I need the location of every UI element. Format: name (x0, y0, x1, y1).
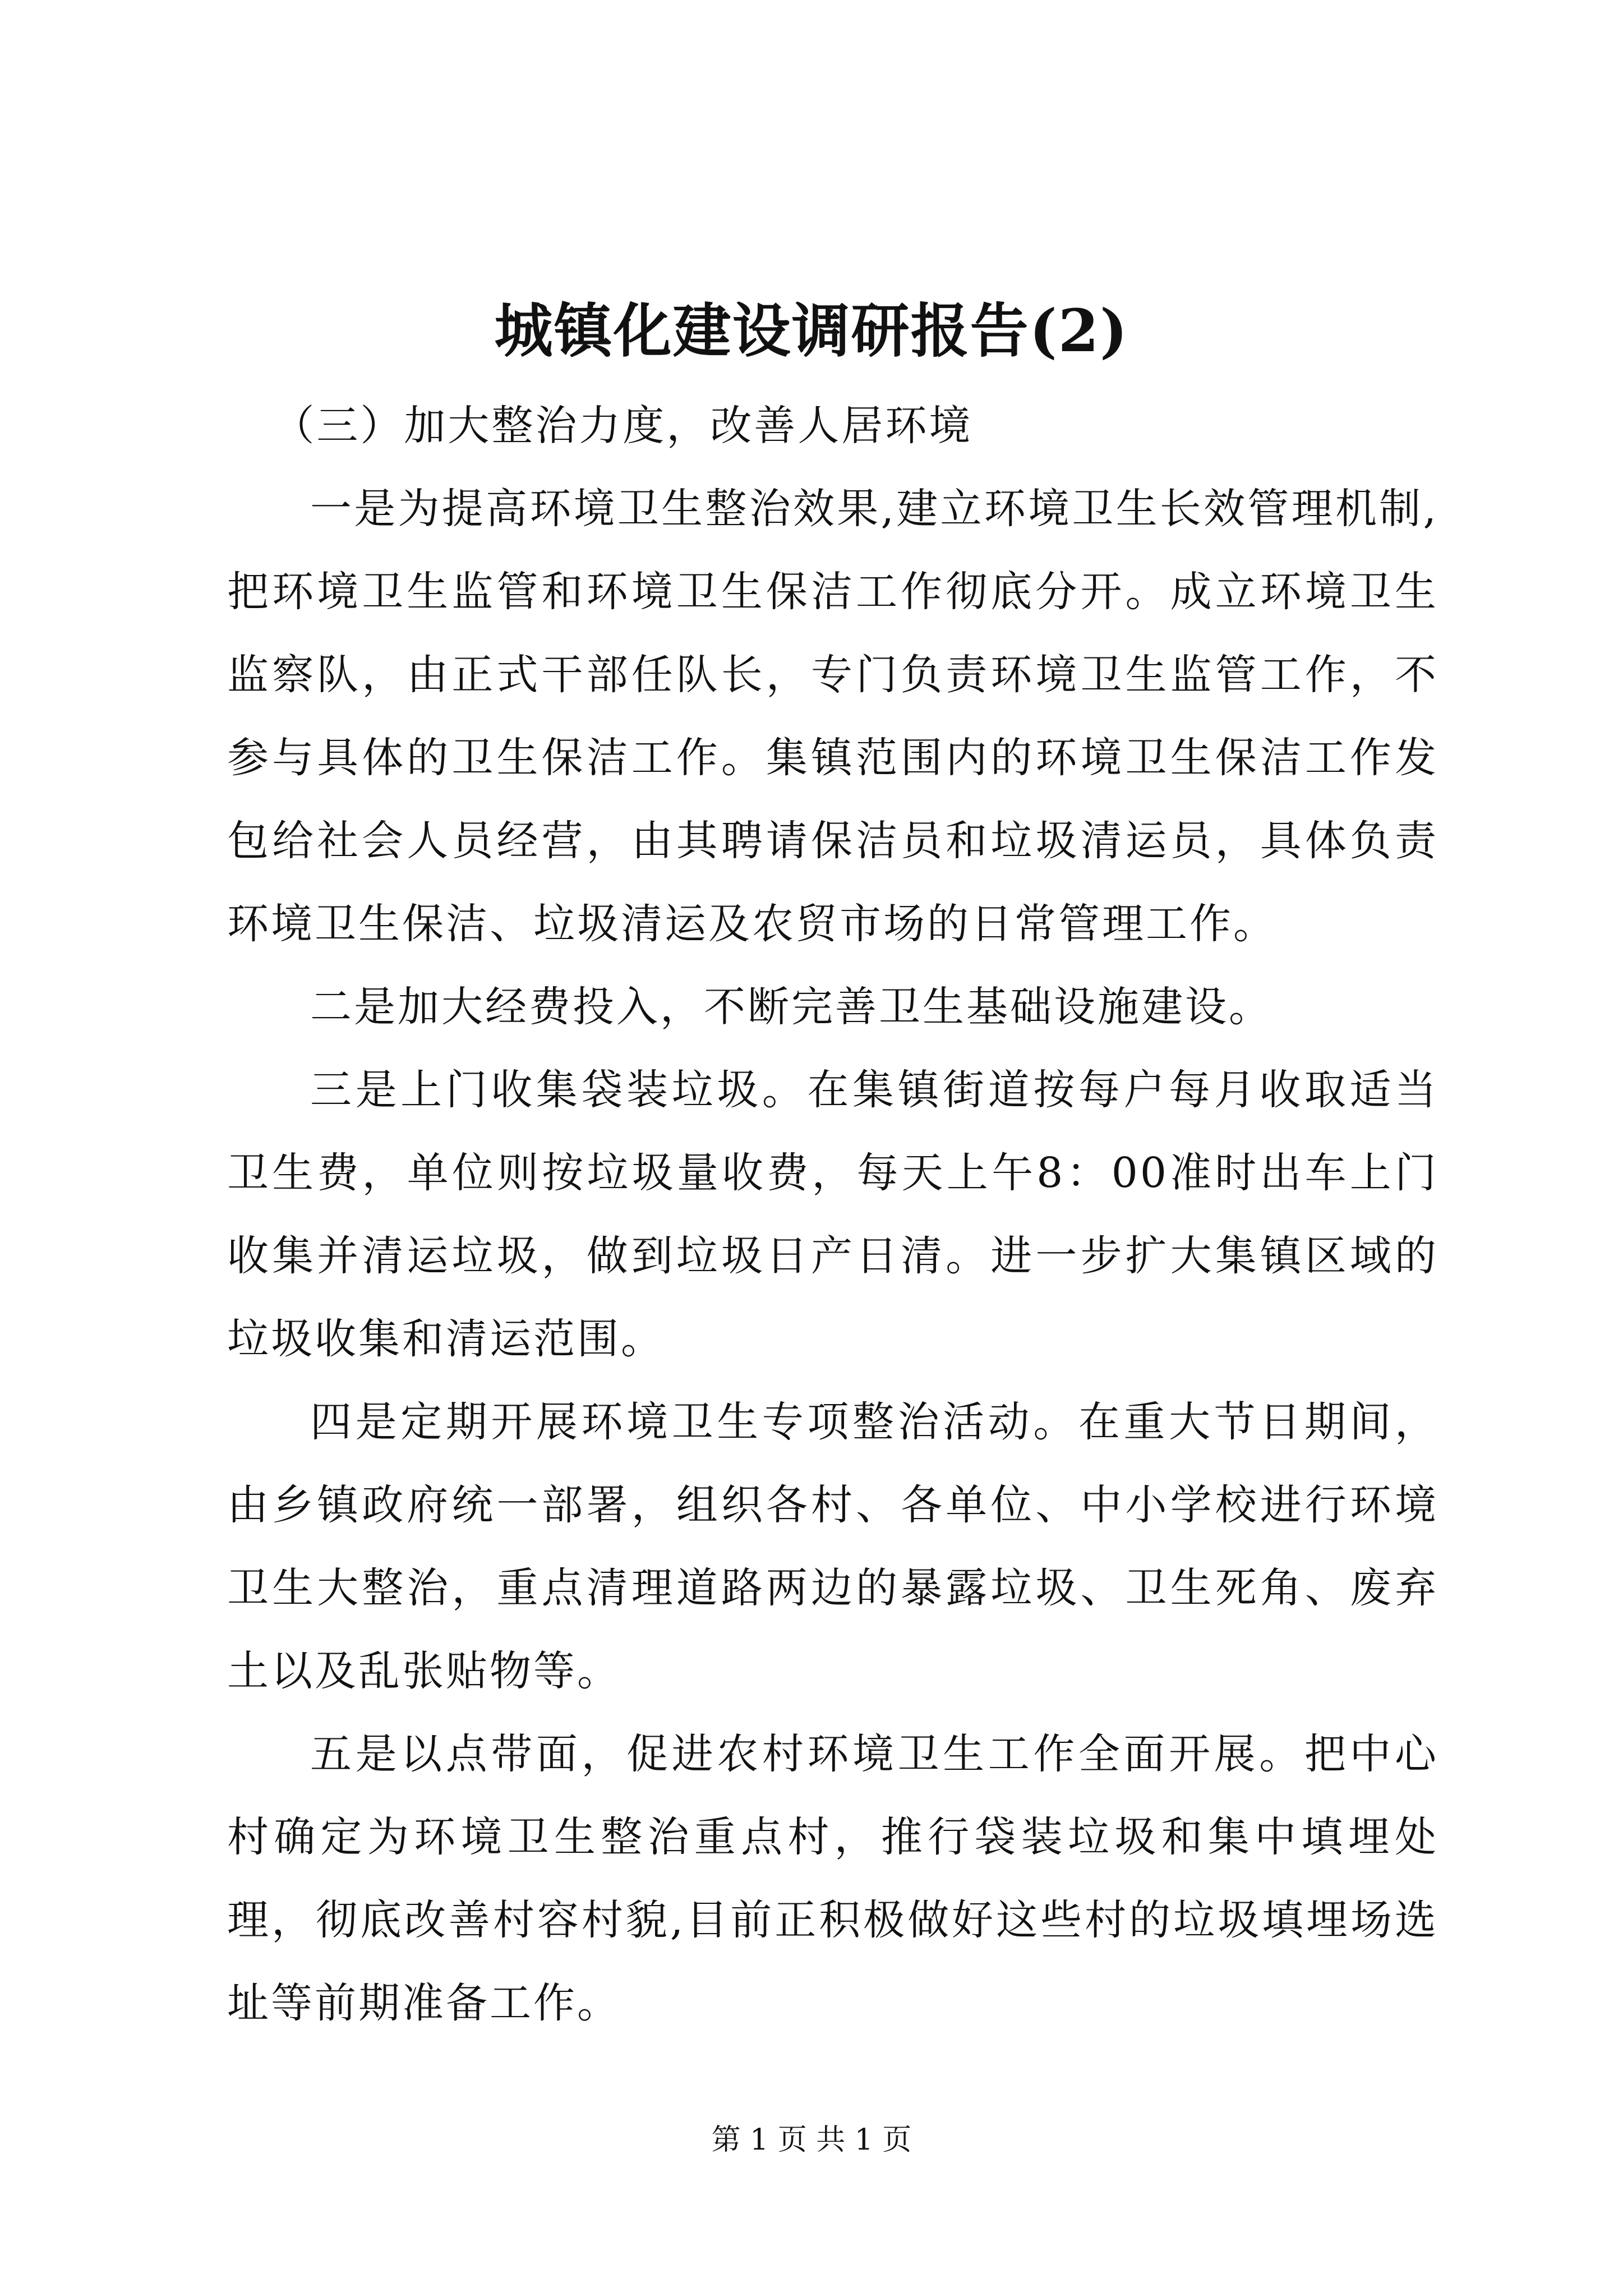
paragraph-2: 二是加大经费投入，不断完善卫生基础设施建设。 (310, 983, 1272, 1031)
paragraph-4: 四是定期开展环境卫生专项整治活动。在重大节日期间，由乡镇政府统一部署，组织各村、各单位、中小学校进行环境卫生大整治，重点清理道路两边的暴露垃圾、卫生死角、废弃土以及乱张贴物等。 (227, 1398, 1438, 1695)
paragraph-5: 五是以点带面，促进农村环境卫生工作全面开展。把中心村确定为环境卫生整治重点村，推行袋装垃圾和集中填埋处理，彻底改善村容村貌,目前正积极做好这些村的垃圾填埋场选址等前期准备工作。 (227, 1730, 1438, 2027)
document-title: 城镇化建设调研报告(2) (494, 296, 1129, 365)
paragraph-1: 一是为提高环境卫生整治效果,建立环境卫生长效管理机制,把环境卫生监管和环境卫生保洁工作彻底分开。成立环境卫生监察队，由正式干部任队长，专门负责环境卫生监管工作，不参与具体的卫生保洁工作。集镇范围内的环境卫生保洁工作发包给社会人员经营，由其聘请保洁员和垃圾清运员，具体负责环境卫生保洁、垃圾清运及农贸市场的日常管理工作。 (227, 485, 1438, 948)
page-footer: 第 1 页 共 1 页 (711, 2123, 912, 2157)
paragraph-3: 三是上门收集袋装垃圾。在集镇街道按每户每月收取适当卫生费，单位则按垃圾量收费，每天上午8：00准时出车上门收集并清运垃圾，做到垃圾日产日清。进一步扩大集镇区域的垃圾收集和清运范围。 (227, 1066, 1438, 1363)
document-body (227, 384, 1438, 2045)
section-heading: （三）加大整治力度，改善人居环境 (273, 402, 973, 450)
